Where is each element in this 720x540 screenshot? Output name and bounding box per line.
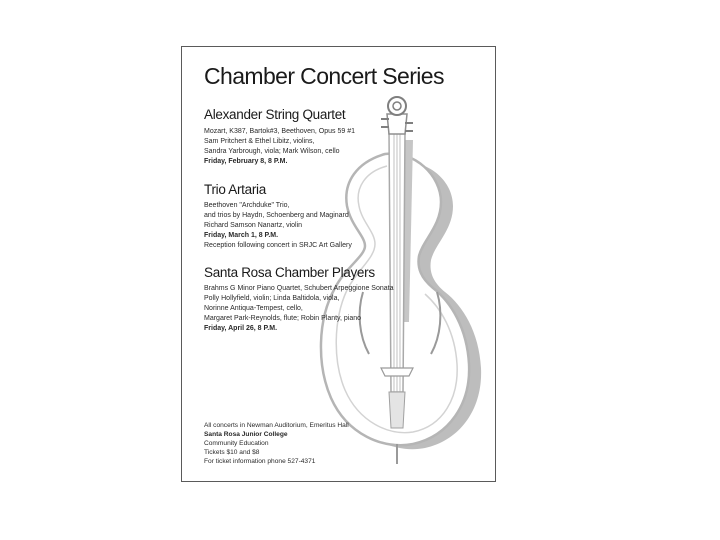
poster-title: Chamber Concert Series — [204, 63, 444, 89]
concert-3-performers-3: Margaret Park-Reynolds, flute; Robin Planty, piano — [204, 315, 362, 322]
concert-1-program: Mozart, K387, Bartok#3, Beethoven, Opus 59 #1 — [204, 128, 355, 135]
concert-3-performers-2: Norinne Antiqua-Tempest, cello, — [204, 305, 303, 312]
footer-venue: All concerts in Newman Auditorium, Emeritus Hall — [204, 422, 349, 429]
concert-3-date: Friday, April 26, 8 P.M. — [204, 325, 278, 332]
footer-tickets: Tickets $10 and $8 — [204, 449, 260, 456]
footer-department: Community Education — [204, 440, 269, 447]
footer-college: Santa Rosa Junior College — [204, 431, 288, 438]
concert-2-program: Beethoven "Archduke" Trio, — [204, 202, 290, 209]
concert-1-ensemble: Alexander String Quartet — [204, 107, 346, 122]
concert-3-ensemble: Santa Rosa Chamber Players — [204, 265, 375, 280]
concert-2-performers-2: Richard Samson Nanartz, violin — [204, 222, 303, 229]
concert-2-ensemble: Trio Artaria — [204, 182, 266, 197]
concert-poster — [181, 46, 496, 482]
concert-3-program: Brahms G Minor Piano Quartet, Schubert Arpeggione Sonata — [204, 285, 394, 292]
concert-2-performers-1: and trios by Haydn, Schoenberg and Maginard — [204, 212, 349, 219]
concert-1-performers-1: Sam Pritchert & Ethel Libitz, violins, — [204, 138, 315, 145]
concert-3-performers-1: Polly Hollyfield, violin; Linda Baltidola, viola, — [204, 295, 340, 302]
footer-phone: For ticket information phone 527-4371 — [204, 458, 316, 465]
concert-1-date: Friday, February 8, 8 P.M. — [204, 158, 288, 165]
concert-2-note: Reception following concert in SRJC Art Gallery — [204, 242, 352, 249]
concert-1-performers-2: Sandra Yarbrough, viola; Mark Wilson, cello — [204, 148, 340, 155]
concert-2-date: Friday, March 1, 8 P.M. — [204, 232, 279, 239]
